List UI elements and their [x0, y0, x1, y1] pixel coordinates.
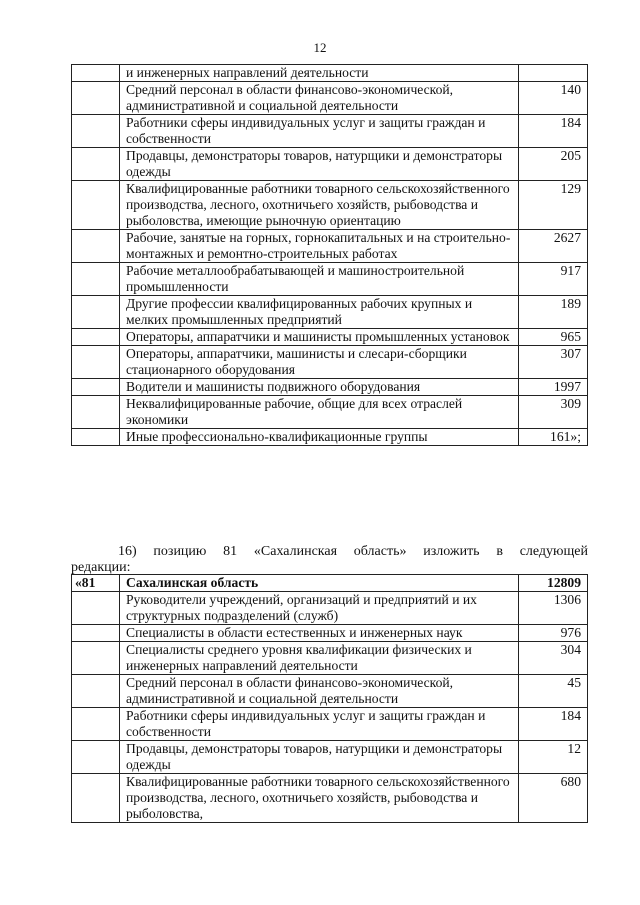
- row-number: [72, 429, 120, 446]
- row-number: [72, 741, 120, 774]
- row-number: [72, 65, 120, 82]
- table-row: [72, 148, 588, 181]
- headcount-value: 304: [519, 642, 588, 675]
- occupation-table-continued: [71, 64, 588, 446]
- headcount-value: 12: [519, 741, 588, 774]
- headcount-value: 184: [519, 708, 588, 741]
- row-number: [72, 396, 120, 429]
- row-number: [72, 181, 120, 230]
- occupation-name: Квалифицированные работники товарного сельскохозяйственного производства, лесного, охотничьего хозяйств, рыбоводства и рыболовства,: [120, 774, 519, 823]
- page-number: 12: [313, 40, 327, 55]
- table-row: [72, 642, 588, 675]
- occupation-name: Операторы, аппаратчики и машинисты промышленных установок: [120, 329, 519, 346]
- table-row: [72, 625, 588, 642]
- table-row: [72, 296, 588, 329]
- table-row: [72, 181, 588, 230]
- region-total: 12809: [519, 575, 588, 592]
- sakhalin-table: [71, 574, 588, 823]
- headcount-value: 205: [519, 148, 588, 181]
- table-row: [72, 675, 588, 708]
- occupation-name: Руководители учреждений, организаций и предприятий и их структурных подразделений (служб): [120, 592, 519, 625]
- occupation-name: Работники сферы индивидуальных услуг и защиты граждан и собственности: [120, 708, 519, 741]
- headcount-value: 965: [519, 329, 588, 346]
- row-number: [72, 346, 120, 379]
- headcount-value: 1306: [519, 592, 588, 625]
- occupation-name: Специалисты в области естественных и инженерных наук: [120, 625, 519, 642]
- region-name: Сахалинская область: [120, 575, 519, 592]
- headcount-value: 129: [519, 181, 588, 230]
- occupation-name: Другие профессии квалифицированных рабочих крупных и мелких промышленных предприятий: [120, 296, 519, 329]
- region-number: «81: [72, 575, 120, 592]
- row-number: [72, 774, 120, 823]
- headcount-value: 1997: [519, 379, 588, 396]
- occupation-name: Водители и машинисты подвижного оборудования: [120, 379, 519, 396]
- row-number: [72, 148, 120, 181]
- headcount-value: [519, 65, 588, 82]
- occupation-name: Средний персонал в области финансово-экономической, административной и социальной деятельности: [120, 82, 519, 115]
- amendment-paragraph: [71, 544, 588, 576]
- headcount-value: 189: [519, 296, 588, 329]
- occupation-name: Средний персонал в области финансово-экономической, административной и социальной деятельности: [120, 675, 519, 708]
- table-row: [72, 396, 588, 429]
- row-number: [72, 625, 120, 642]
- table-row: [72, 65, 588, 82]
- amendment-text: 16) позицию 81 «Сахалинская область» изложить в следующей редакции:: [71, 544, 588, 575]
- headcount-value: 2627: [519, 230, 588, 263]
- table-row: [72, 429, 588, 446]
- row-number: [72, 592, 120, 625]
- occupation-name: Иные профессионально-квалификационные группы: [120, 429, 519, 446]
- table-row: [72, 708, 588, 741]
- occupation-name: Квалифицированные работники товарного сельскохозяйственного производства, лесного, охотничьего хозяйств, рыбоводства и рыболовства, имеющие рыночную ориентацию: [120, 181, 519, 230]
- headcount-value: 680: [519, 774, 588, 823]
- table-row: [72, 329, 588, 346]
- table-row: [72, 230, 588, 263]
- row-number: [72, 82, 120, 115]
- table-row: [72, 741, 588, 774]
- table-row: [72, 115, 588, 148]
- table-row: [72, 592, 588, 625]
- headcount-value: 140: [519, 82, 588, 115]
- occupation-name: Рабочие, занятые на горных, горнокапитальных и на строительно-монтажных и ремонтно-строительных работах: [120, 230, 519, 263]
- row-number: [72, 642, 120, 675]
- headcount-value: 976: [519, 625, 588, 642]
- occupation-name: Продавцы, демонстраторы товаров, натурщики и демонстраторы одежды: [120, 148, 519, 181]
- headcount-value: 184: [519, 115, 588, 148]
- occupation-name: и инженерных направлений деятельности: [120, 65, 519, 82]
- headcount-value: 161»;: [519, 429, 588, 446]
- region-header-row: [72, 575, 588, 592]
- headcount-value: 45: [519, 675, 588, 708]
- row-number: [72, 296, 120, 329]
- table-row: [72, 379, 588, 396]
- headcount-value: 917: [519, 263, 588, 296]
- occupation-name: Продавцы, демонстраторы товаров, натурщики и демонстраторы одежды: [120, 741, 519, 774]
- occupation-name: Неквалифицированные рабочие, общие для всех отраслей экономики: [120, 396, 519, 429]
- occupation-name: Работники сферы индивидуальных услуг и защиты граждан и собственности: [120, 115, 519, 148]
- row-number: [72, 263, 120, 296]
- table-row: [72, 263, 588, 296]
- occupation-name: Специалисты среднего уровня квалификации физических и инженерных направлений деятельности: [120, 642, 519, 675]
- row-number: [72, 230, 120, 263]
- row-number: [72, 379, 120, 396]
- row-number: [72, 708, 120, 741]
- table-row: [72, 82, 588, 115]
- occupation-name: Рабочие металлообрабатывающей и машиностроительной промышленности: [120, 263, 519, 296]
- table-body: [72, 65, 588, 446]
- row-number: [72, 329, 120, 346]
- occupation-name: Операторы, аппаратчики, машинисты и слесари-сборщики стационарного оборудования: [120, 346, 519, 379]
- table-row: [72, 346, 588, 379]
- headcount-value: 309: [519, 396, 588, 429]
- table-row: [72, 774, 588, 823]
- headcount-value: 307: [519, 346, 588, 379]
- row-number: [72, 115, 120, 148]
- row-number: [72, 675, 120, 708]
- table-body: [72, 575, 588, 823]
